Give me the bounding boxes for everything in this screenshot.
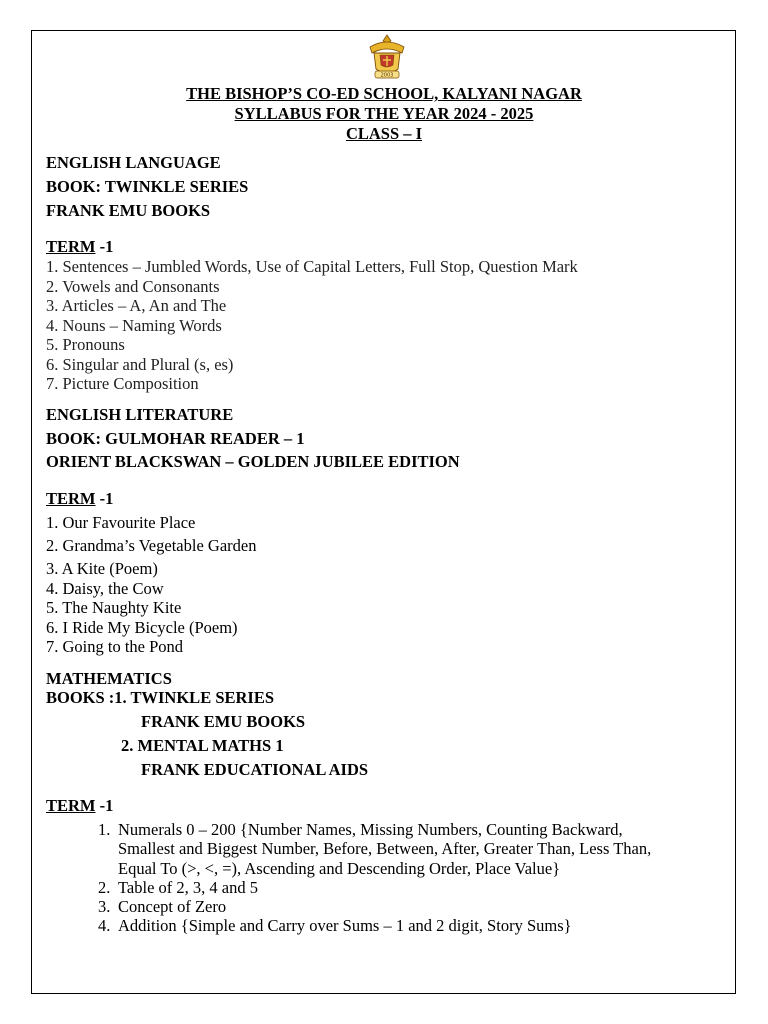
list-item: 1. Sentences – Jumbled Words, Use of Capital Letters, Full Stop, Question Mark (46, 257, 578, 276)
mathematics-publisher-1: FRANK EMU BOOKS (141, 712, 306, 731)
item-text: Table of 2, 3, 4 and 5 (118, 877, 258, 897)
list-item (98, 916, 663, 935)
term-label: TERM (46, 237, 96, 256)
list-item: 3. A Kite (Poem) (46, 559, 158, 578)
english-literature-publisher: ORIENT BLACKSWAN – GOLDEN JUBILEE EDITION (46, 452, 460, 471)
item-text: Concept of Zero (118, 897, 227, 917)
term-label: TERM (46, 796, 96, 815)
english-literature-heading: ENGLISH LITERATURE (46, 405, 234, 424)
school-name: THE BISHOP’S CO-ED SCHOOL, KALYANI NAGAR (186, 84, 582, 103)
term-label: TERM (46, 489, 96, 508)
list-item: 6. I Ride My Bicycle (Poem) (46, 618, 238, 637)
term-number: -1 (95, 796, 114, 815)
list-item: 5. The Naughty Kite (46, 598, 182, 617)
list-item: 7. Going to the Pond (46, 637, 184, 656)
list-item (98, 820, 663, 878)
term-number: -1 (95, 489, 114, 508)
mathematics-book-1: BOOKS :1. TWINKLE SERIES (46, 688, 275, 707)
svg-text:2003: 2003 (380, 72, 394, 79)
list-item: 1. Our Favourite Place (46, 513, 196, 532)
list-item (98, 897, 663, 916)
english-language-publisher: FRANK EMU BOOKS (46, 201, 211, 220)
list-item (98, 878, 663, 897)
item-text: Numerals 0 – 200 {Number Names, Missing Numbers, Counting Backward, Smallest and Biggest Number, Before, Between, After, Greater Than, Less Than, Equal To (>, <, =), Ascending and Descending Order, Place Value} (118, 820, 652, 878)
list-item: 3. Articles – A, An and The (46, 296, 227, 315)
item-number: 2. (98, 877, 111, 897)
list-item: 2. Vowels and Consonants (46, 276, 220, 296)
english-language-heading: ENGLISH LANGUAGE (46, 153, 221, 172)
english-language-term (46, 237, 113, 257)
item-text: Addition {Simple and Carry over Sums – 1 and 2 digit, Story Sums} (118, 916, 572, 936)
list-item: 2. Grandma’s Vegetable Garden (46, 536, 257, 555)
list-item: 6. Singular and Plural (s, es) (46, 354, 234, 374)
term-number: -1 (95, 237, 114, 256)
class-title: CLASS – I (345, 124, 423, 143)
item-number: 3. (98, 897, 111, 917)
english-language-book: BOOK: TWINKLE SERIES (46, 177, 249, 196)
list-item: 7. Picture Composition (46, 374, 199, 393)
item-number: 1. (98, 820, 111, 839)
school-crest-logo (362, 33, 412, 83)
mathematics-publisher-2: FRANK EDUCATIONAL AIDS (141, 760, 369, 779)
mathematics-topic-list (98, 820, 663, 936)
mathematics-term (46, 796, 113, 816)
item-number: 4. (98, 916, 111, 936)
list-item: 5. Pronouns (46, 335, 125, 354)
english-literature-book: BOOK: GULMOHAR READER – 1 (46, 429, 305, 448)
list-item: 4. Daisy, the Cow (46, 579, 164, 598)
list-item: 4. Nouns – Naming Words (46, 315, 222, 335)
english-literature-term (46, 489, 113, 509)
syllabus-year: SYLLABUS FOR THE YEAR 2024 - 2025 (234, 104, 534, 123)
mathematics-heading: MATHEMATICS (46, 669, 172, 688)
mathematics-book-2: 2. MENTAL MATHS 1 (121, 736, 284, 755)
